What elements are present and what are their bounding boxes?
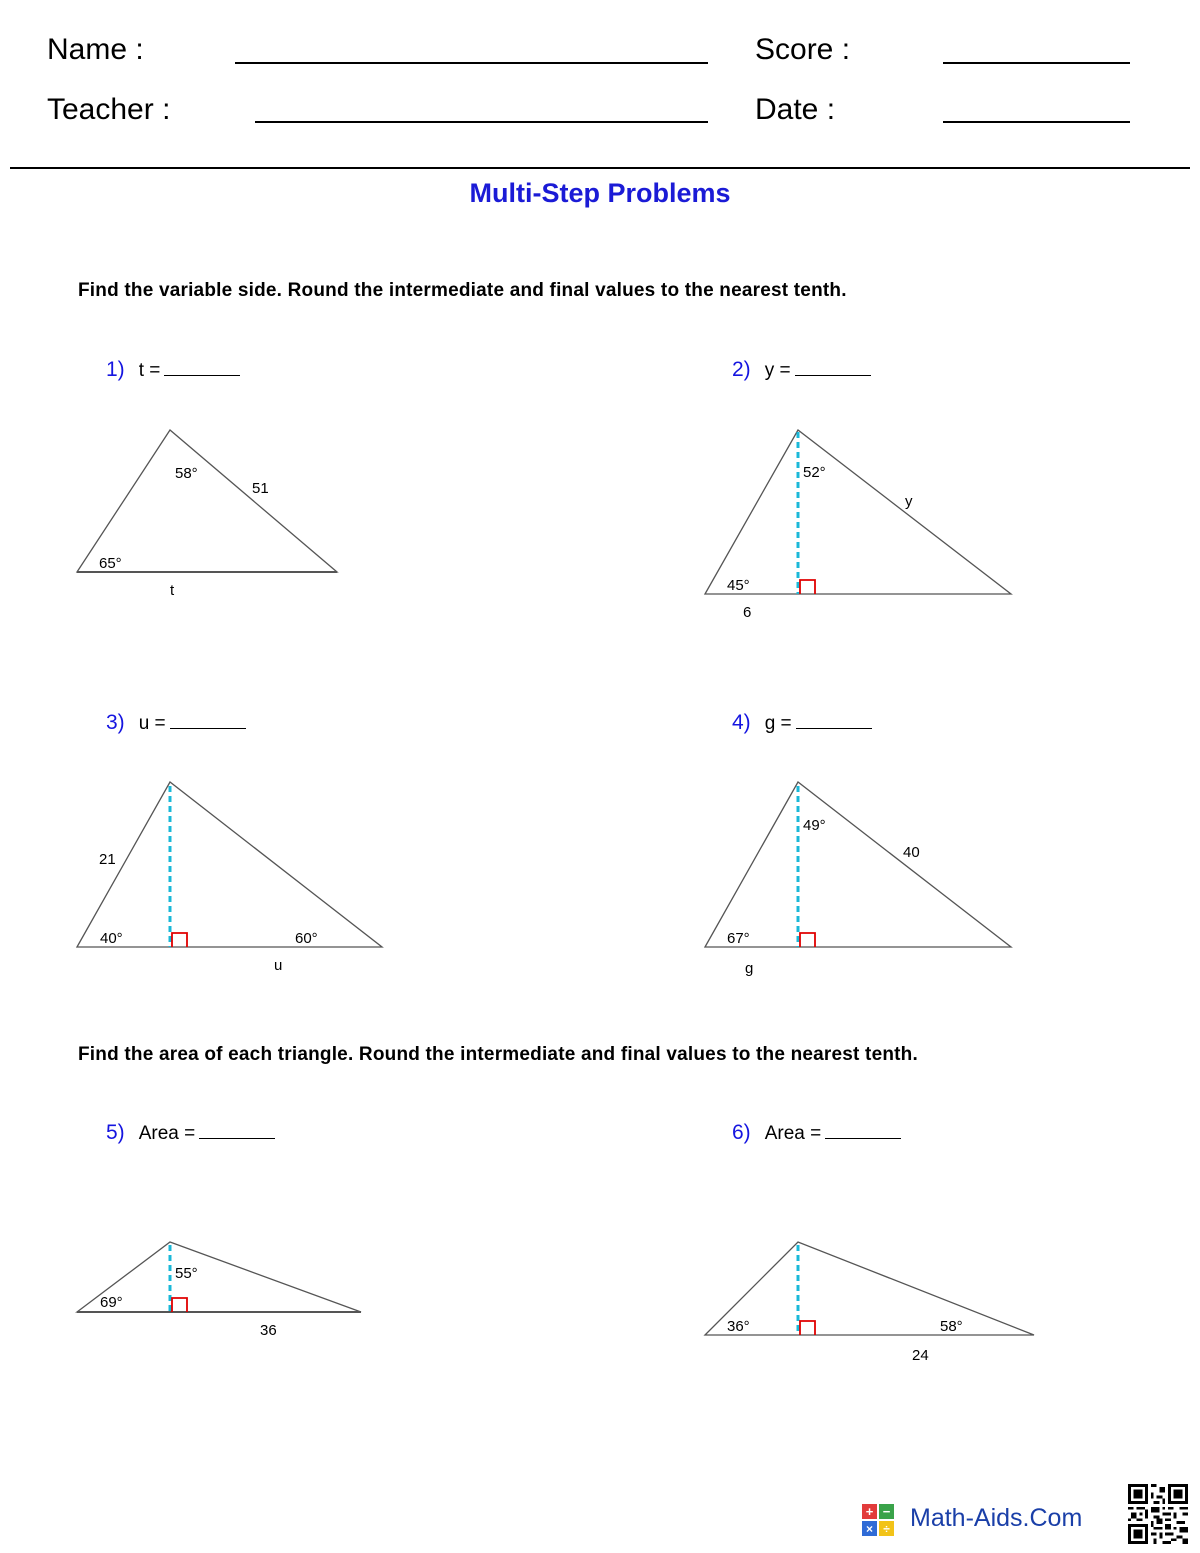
base-label: 24 [912, 1347, 929, 1364]
problem-number: 2) [732, 358, 751, 381]
side-label: 40 [903, 844, 920, 861]
problem-prompt: u = [138, 713, 166, 734]
svg-text:÷: ÷ [883, 1522, 890, 1536]
svg-text:×: × [865, 1522, 874, 1536]
qr-code-icon [1128, 1484, 1188, 1544]
left-angle-label: 40° [100, 930, 123, 947]
side-label: 51 [252, 480, 269, 497]
date-label: Date : [755, 93, 836, 126]
score-label: Score : [755, 33, 851, 66]
problem-number: 4) [732, 711, 751, 734]
apex-angle-label: 49° [803, 817, 826, 834]
section-2-instruction: Find the area of each triangle. Round the intermediate and final values to the nearest tenth. [78, 1044, 918, 1065]
problem-number: 6) [732, 1121, 751, 1144]
problem-prompt: t = [138, 360, 161, 381]
left-angle-label: 67° [727, 930, 750, 947]
base-label: t [170, 582, 175, 599]
base-label: 36 [260, 1322, 277, 1339]
right-angle-mark [800, 1321, 815, 1335]
teacher-label: Teacher : [47, 93, 171, 126]
right-angle-label: 58° [940, 1318, 963, 1335]
section-1-instruction: Find the variable side. Round the intermediate and final values to the nearest tenth. [78, 280, 847, 301]
right-angle-label: 60° [295, 930, 318, 947]
name-label: Name : [47, 33, 144, 66]
triangle [705, 1242, 1034, 1335]
problem-prompt: Area = [138, 1123, 196, 1144]
apex-angle-label: 55° [175, 1265, 198, 1282]
side-label: y [905, 493, 913, 510]
base-label: 6 [743, 604, 752, 621]
base-label: g [745, 960, 754, 977]
svg-text:−: − [882, 1504, 891, 1519]
problem-prompt: y = [764, 360, 791, 381]
problem-number: 3) [106, 711, 125, 734]
left-angle-label: 69° [100, 1294, 123, 1311]
apex-angle-label: 52° [803, 464, 826, 481]
problem-prompt: Area = [764, 1123, 822, 1144]
left-angle-label: 65° [99, 555, 122, 572]
problem-number: 1) [106, 358, 125, 381]
problem-number: 5) [106, 1121, 125, 1144]
left-side-label: 21 [99, 851, 116, 868]
footer-brand[interactable]: Math-Aids.Com [910, 1504, 1083, 1532]
calculator-icon [862, 1504, 896, 1538]
problem-prompt: g = [764, 713, 792, 734]
left-angle-label: 36° [727, 1318, 750, 1335]
page-title: Multi-Step Problems [469, 178, 731, 208]
left-angle-label: 45° [727, 577, 750, 594]
apex-angle-label: 58° [175, 465, 198, 482]
svg-text:+: + [865, 1504, 874, 1519]
base-label: u [274, 957, 283, 974]
